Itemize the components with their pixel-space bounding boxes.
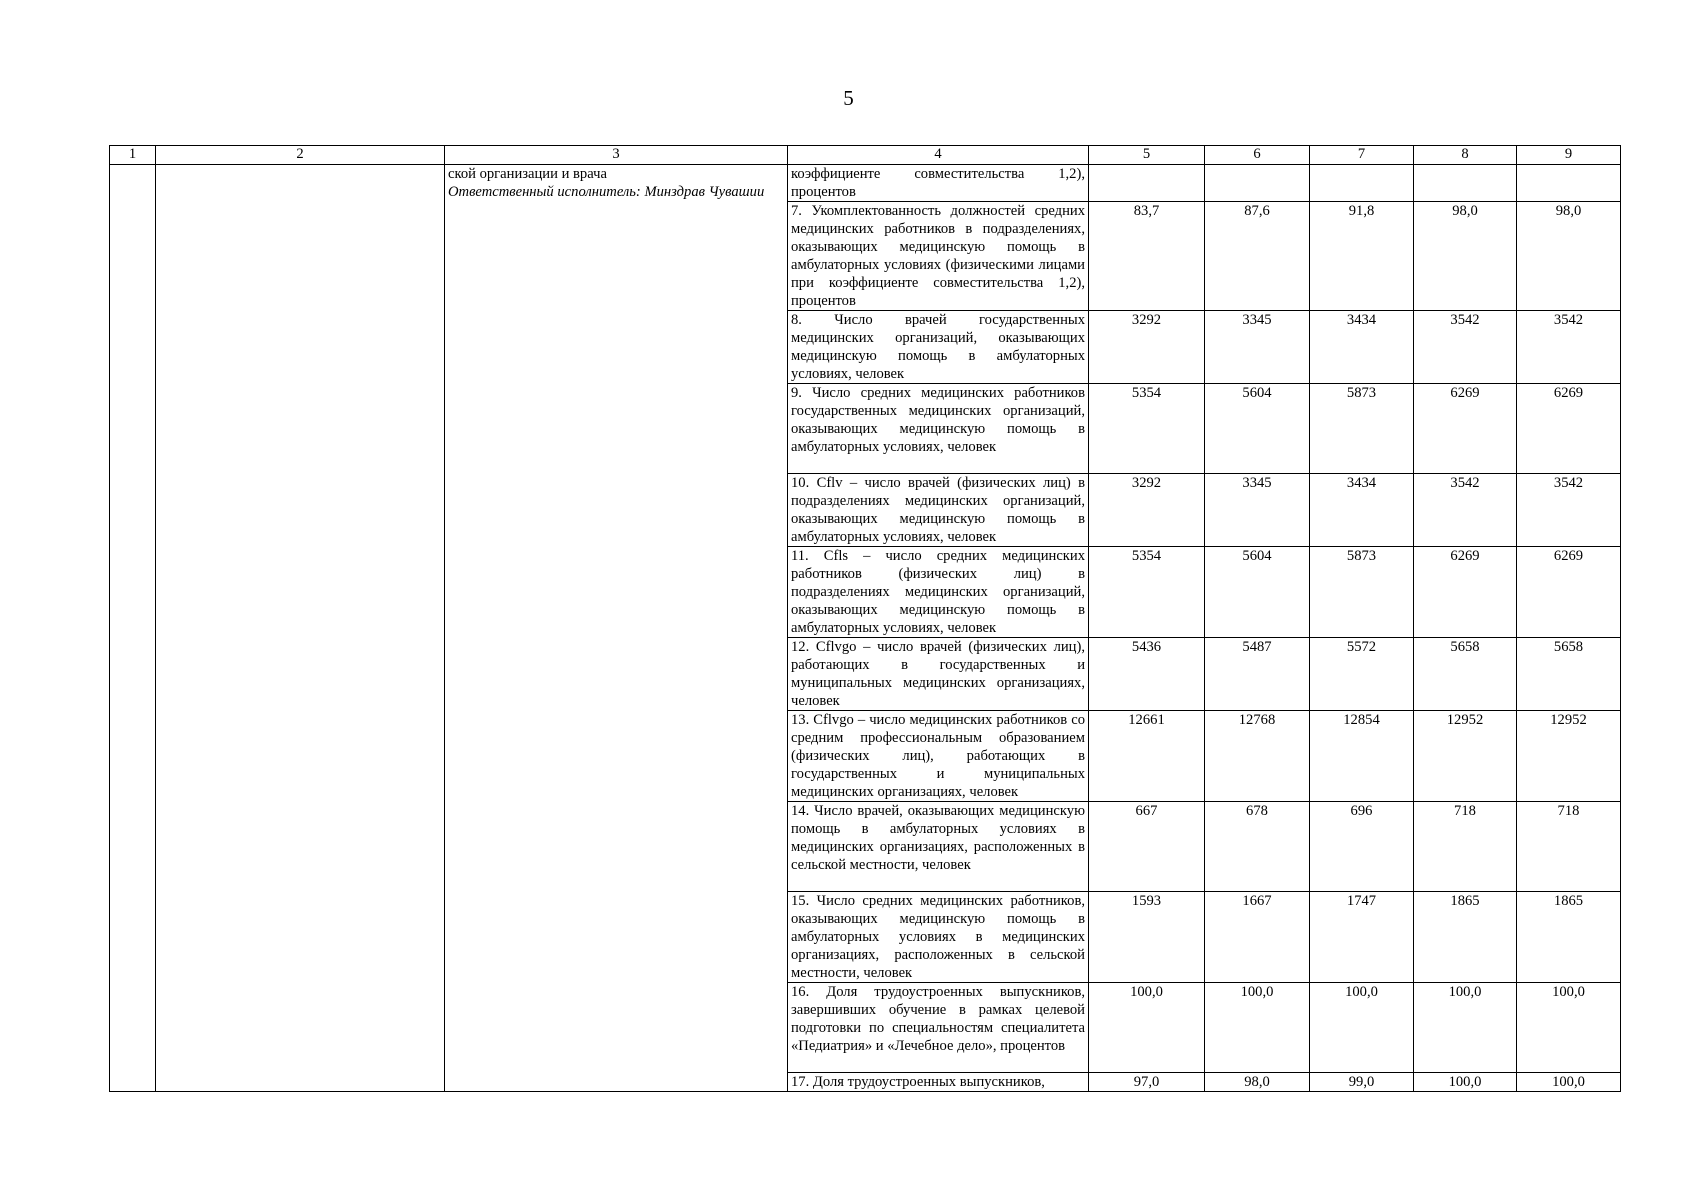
- indicator-value: 99,0: [1310, 1073, 1414, 1092]
- indicator-description: 10. Cflv – число врачей (физических лиц) в подразделениях медицинских организаций, оказывающих медицинскую помощь в амбулаторных условиях, человек: [788, 474, 1089, 547]
- indicator-value: 718: [1414, 802, 1517, 892]
- column-header: 3: [445, 146, 788, 165]
- indicator-value: 5873: [1310, 384, 1414, 474]
- indicator-value: 12952: [1414, 711, 1517, 802]
- indicator-value: 100,0: [1517, 983, 1621, 1073]
- col1-cell: [110, 165, 156, 1092]
- indicator-value: 6269: [1517, 547, 1621, 638]
- indicator-description: 8. Число врачей государственных медицинских организаций, оказывающих медицинскую помощь в амбулаторных условиях, человек: [788, 311, 1089, 384]
- col3-cell: [445, 165, 788, 1092]
- indicator-value: 98,0: [1414, 202, 1517, 311]
- indicator-value: 98,0: [1205, 1073, 1310, 1092]
- indicator-value: 98,0: [1517, 202, 1621, 311]
- column-header: 6: [1205, 146, 1310, 165]
- indicator-value: 12854: [1310, 711, 1414, 802]
- indicator-value: 3542: [1414, 474, 1517, 547]
- column-number-row: [110, 146, 1621, 165]
- table-row: [110, 165, 1621, 202]
- indicator-value: 100,0: [1205, 983, 1310, 1073]
- indicator-value: 5487: [1205, 638, 1310, 711]
- indicator-value: [1517, 165, 1621, 202]
- indicator-value: 5572: [1310, 638, 1414, 711]
- indicators-table: [109, 145, 1621, 1092]
- indicator-value: [1414, 165, 1517, 202]
- indicator-value: 5604: [1205, 384, 1310, 474]
- indicator-value: 12661: [1089, 711, 1205, 802]
- indicator-value: 87,6: [1205, 202, 1310, 311]
- indicator-value: 5658: [1517, 638, 1621, 711]
- indicator-value: 12768: [1205, 711, 1310, 802]
- indicator-value: 3542: [1517, 311, 1621, 384]
- indicator-value: 12952: [1517, 711, 1621, 802]
- indicator-value: 3345: [1205, 474, 1310, 547]
- indicator-value: 91,8: [1310, 202, 1414, 311]
- indicator-value: [1205, 165, 1310, 202]
- indicator-value: 100,0: [1089, 983, 1205, 1073]
- indicator-value: [1310, 165, 1414, 202]
- indicator-description: 7. Укомплектованность должностей средних медицинских работников в подразделениях, оказывающих медицинскую помощь в амбулаторных условиях (физическими лицами при коэффициенте совместительства 1,2), процентов: [788, 202, 1089, 311]
- column-header: 4: [788, 146, 1089, 165]
- indicator-value: 5354: [1089, 384, 1205, 474]
- indicator-description: 14. Число врачей, оказывающих медицинскую помощь в амбулаторных условиях в медицинских организациях, расположенных в сельской местности, человек: [788, 802, 1089, 892]
- indicator-value: 100,0: [1517, 1073, 1621, 1092]
- indicator-value: 1747: [1310, 892, 1414, 983]
- indicator-value: 3292: [1089, 474, 1205, 547]
- indicator-value: 3542: [1517, 474, 1621, 547]
- indicator-value: 1667: [1205, 892, 1310, 983]
- indicator-value: 6269: [1414, 384, 1517, 474]
- indicator-value: 3345: [1205, 311, 1310, 384]
- indicator-value: 6269: [1517, 384, 1621, 474]
- column-header: 5: [1089, 146, 1205, 165]
- indicator-value: 100,0: [1310, 983, 1414, 1073]
- indicator-value: 3292: [1089, 311, 1205, 384]
- indicator-value: 100,0: [1414, 983, 1517, 1073]
- indicator-description: коэффициенте совместительства 1,2), процентов: [788, 165, 1089, 202]
- page-number: 5: [843, 86, 854, 110]
- indicator-value: [1089, 165, 1205, 202]
- column-header: 2: [156, 146, 445, 165]
- indicator-value: 1593: [1089, 892, 1205, 983]
- event-text: ской организации и врача: [448, 166, 607, 182]
- indicator-description: 11. Cfls – число средних медицинских работников (физических лиц) в подразделениях медицинских организаций, оказывающих медицинскую помощь в амбулаторных условиях, человек: [788, 547, 1089, 638]
- col2-cell: [156, 165, 445, 1092]
- column-header: 7: [1310, 146, 1414, 165]
- indicator-description: 12. Cflvgo – число врачей (физических лиц), работающих в государственных и муниципальных медицинских организациях, человек: [788, 638, 1089, 711]
- indicator-description: 15. Число средних медицинских работников, оказывающих медицинскую помощь в амбулаторных условиях в медицинских организациях, расположенных в сельской местности, человек: [788, 892, 1089, 983]
- column-header: 8: [1414, 146, 1517, 165]
- indicator-value: 5658: [1414, 638, 1517, 711]
- indicator-value: 5436: [1089, 638, 1205, 711]
- indicator-description: 9. Число средних медицинских работников государственных медицинских организаций, оказывающих медицинскую помощь в амбулаторных условиях, человек: [788, 384, 1089, 474]
- indicator-description: 16. Доля трудоустроенных выпускников, завершивших обучение в рамках целевой подготовки по специальностям специалитета «Педиатрия» и «Лечебное дело», процентов: [788, 983, 1089, 1073]
- indicator-value: 3434: [1310, 474, 1414, 547]
- responsible-executor: Ответственный исполнитель: Минздрав Чувашии: [448, 184, 765, 200]
- indicator-value: 97,0: [1089, 1073, 1205, 1092]
- indicator-value: 3434: [1310, 311, 1414, 384]
- indicator-value: 5873: [1310, 547, 1414, 638]
- indicator-value: 5604: [1205, 547, 1310, 638]
- indicator-value: 667: [1089, 802, 1205, 892]
- indicator-value: 1865: [1517, 892, 1621, 983]
- indicator-value: 83,7: [1089, 202, 1205, 311]
- indicator-description: 17. Доля трудоустроенных выпускников,: [788, 1073, 1089, 1092]
- column-header: 9: [1517, 146, 1621, 165]
- indicator-value: 3542: [1414, 311, 1517, 384]
- indicator-value: 100,0: [1414, 1073, 1517, 1092]
- indicator-value: 696: [1310, 802, 1414, 892]
- indicator-value: 718: [1517, 802, 1621, 892]
- column-header: 1: [110, 146, 156, 165]
- indicator-value: 1865: [1414, 892, 1517, 983]
- indicator-value: 6269: [1414, 547, 1517, 638]
- indicator-value: 5354: [1089, 547, 1205, 638]
- indicator-value: 678: [1205, 802, 1310, 892]
- indicator-description: 13. Cflvgo – число медицинских работников со средним профессиональным образованием (физических лиц), работающих в государственных и муниципальных медицинских организациях, человек: [788, 711, 1089, 802]
